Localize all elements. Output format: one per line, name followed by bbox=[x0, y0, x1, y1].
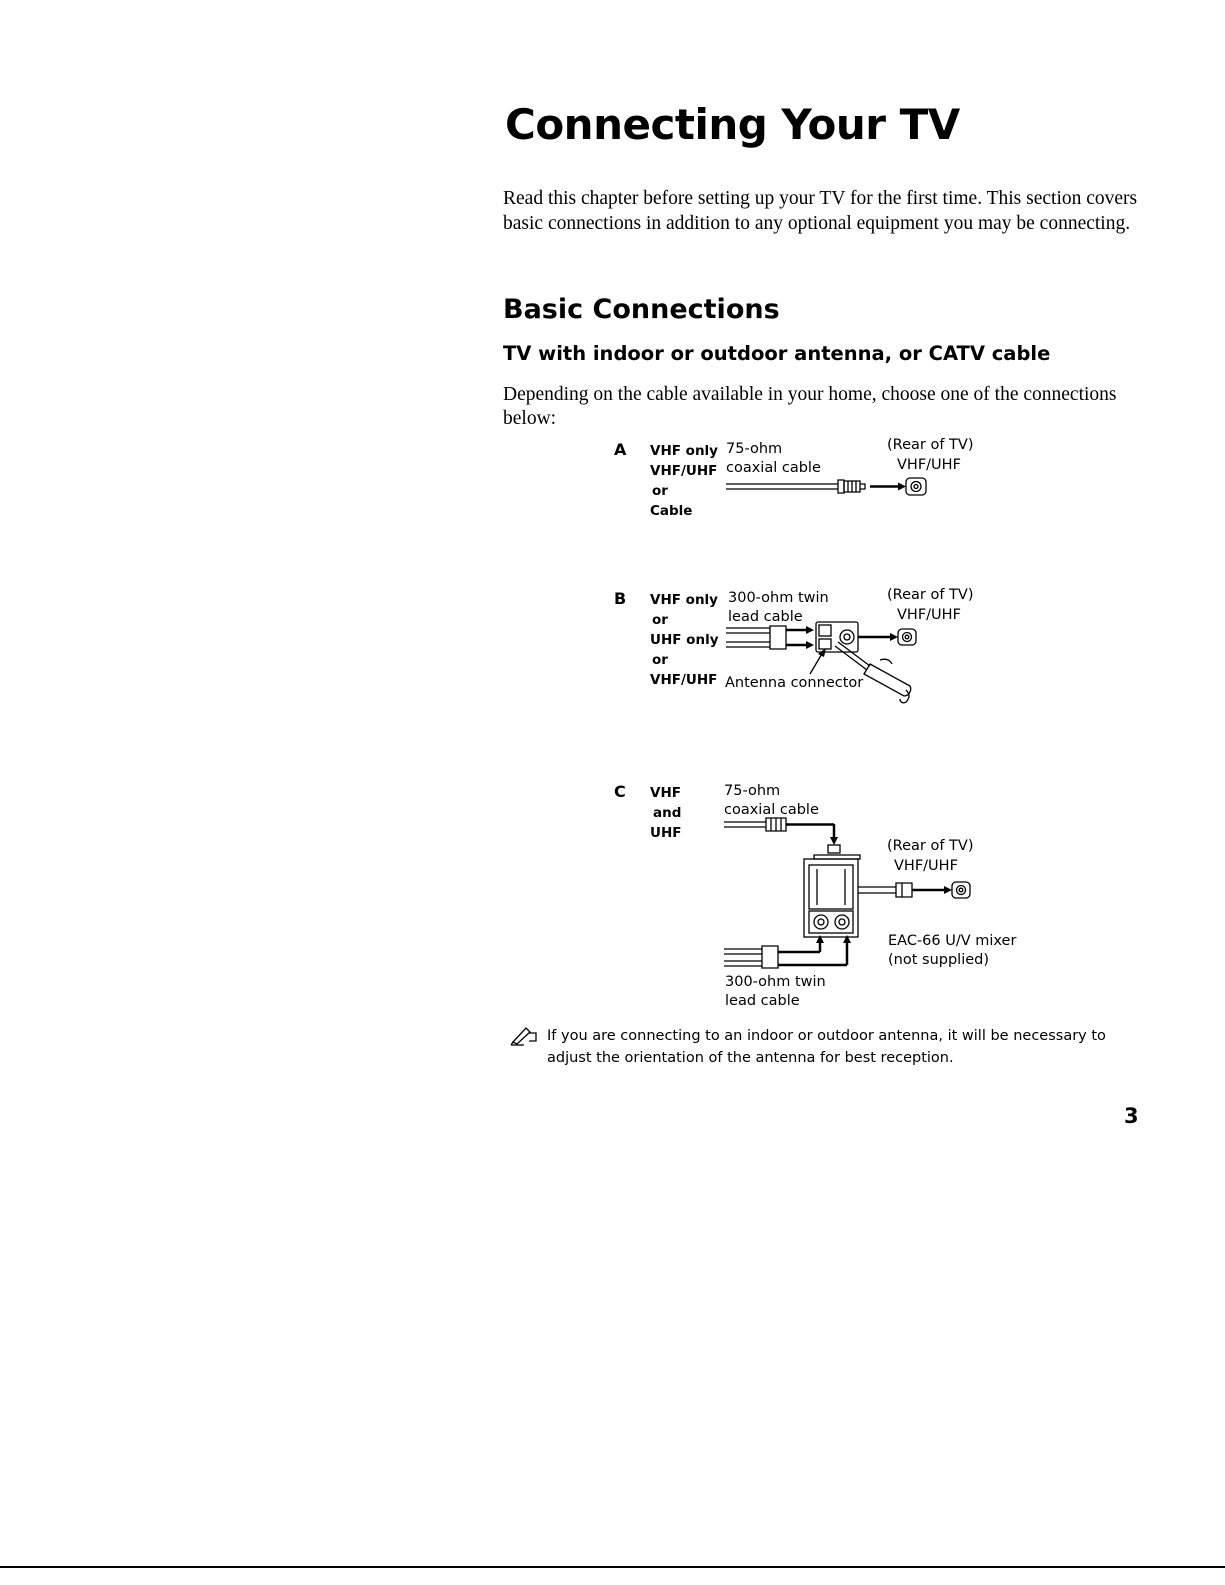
diagram-b-option: or bbox=[652, 652, 668, 668]
diagram-b-option: VHF/UHF bbox=[650, 672, 718, 688]
section-heading: Basic Connections bbox=[503, 294, 780, 325]
diagram-b-jack-label: VHF/UHF bbox=[897, 607, 961, 623]
diagram-c-jack-label: VHF/UHF bbox=[894, 858, 958, 874]
diagram-a-option: VHF only bbox=[650, 443, 718, 459]
subsection-heading: TV with indoor or outdoor antenna, or CATV cable bbox=[503, 342, 1051, 365]
diagram-a-letter: A bbox=[614, 440, 627, 459]
diagram-c-option: VHF bbox=[650, 785, 681, 801]
diagram-a-options bbox=[650, 441, 718, 521]
cable-name-label: coaxial cable bbox=[724, 802, 819, 818]
diagram-b-option: UHF only bbox=[650, 632, 719, 648]
diagram-a-option: VHF/UHF bbox=[650, 463, 718, 479]
cable-name-label: coaxial cable bbox=[726, 460, 821, 476]
diagram-c-twin-label bbox=[725, 973, 826, 1011]
intro-paragraph: Read this chapter before setting up your TV for the first time. This section covers basic connections in addition to any optional equipment you may be connecting. bbox=[503, 188, 1138, 234]
cable-type-label: 75-ohm bbox=[726, 441, 783, 457]
diagram-b-rear-label: (Rear of TV) bbox=[887, 587, 974, 603]
diagram-c-letter: C bbox=[614, 782, 626, 801]
diagram-a-option: or bbox=[652, 483, 668, 499]
note-pencil-icon bbox=[510, 1024, 540, 1046]
lead-paragraph: Depending on the cable available in your home, choose one of the connections below: bbox=[503, 384, 1117, 429]
diagram-a-option: Cable bbox=[650, 503, 693, 519]
bottom-rule bbox=[0, 1566, 1225, 1568]
diagram-b-cable-illustration bbox=[720, 618, 940, 708]
note-text: If you are connecting to an indoor or outdoor antenna, it will be necessary to adjust the orientation of the antenna for best reception. bbox=[547, 1028, 1106, 1066]
page-number: 3 bbox=[1124, 1104, 1139, 1128]
diagram-b-option: or bbox=[652, 612, 668, 628]
mixer-note-label: (not supplied) bbox=[888, 952, 990, 968]
twin-lead-type-label: 300-ohm twin bbox=[725, 974, 826, 990]
cable-type-label: 300-ohm twin bbox=[728, 590, 829, 606]
cable-name-label: lead cable bbox=[728, 609, 803, 625]
diagram-b-option: VHF only bbox=[650, 592, 718, 608]
diagram-b-letter: B bbox=[614, 589, 627, 608]
diagram-c-mixer-illustration bbox=[720, 815, 980, 975]
diagram-c-option: and bbox=[653, 805, 682, 821]
diagram-a-cable-illustration bbox=[720, 472, 940, 502]
diagram-c-option: UHF bbox=[650, 825, 682, 841]
antenna-connector-label: Antenna connector bbox=[725, 675, 864, 691]
twin-lead-name-label: lead cable bbox=[725, 993, 800, 1009]
diagram-c-options bbox=[650, 783, 681, 843]
diagram-c-rear-label: (Rear of TV) bbox=[887, 838, 974, 854]
diagram-a-jack-label: VHF/UHF bbox=[897, 457, 961, 473]
diagram-a-rear-label: (Rear of TV) bbox=[887, 437, 974, 453]
diagram-b-options bbox=[650, 590, 719, 690]
mixer-model-label: EAC-66 U/V mixer bbox=[888, 933, 1017, 949]
cable-type-label: 75-ohm bbox=[724, 783, 781, 799]
page-title: Connecting Your TV bbox=[505, 100, 960, 149]
